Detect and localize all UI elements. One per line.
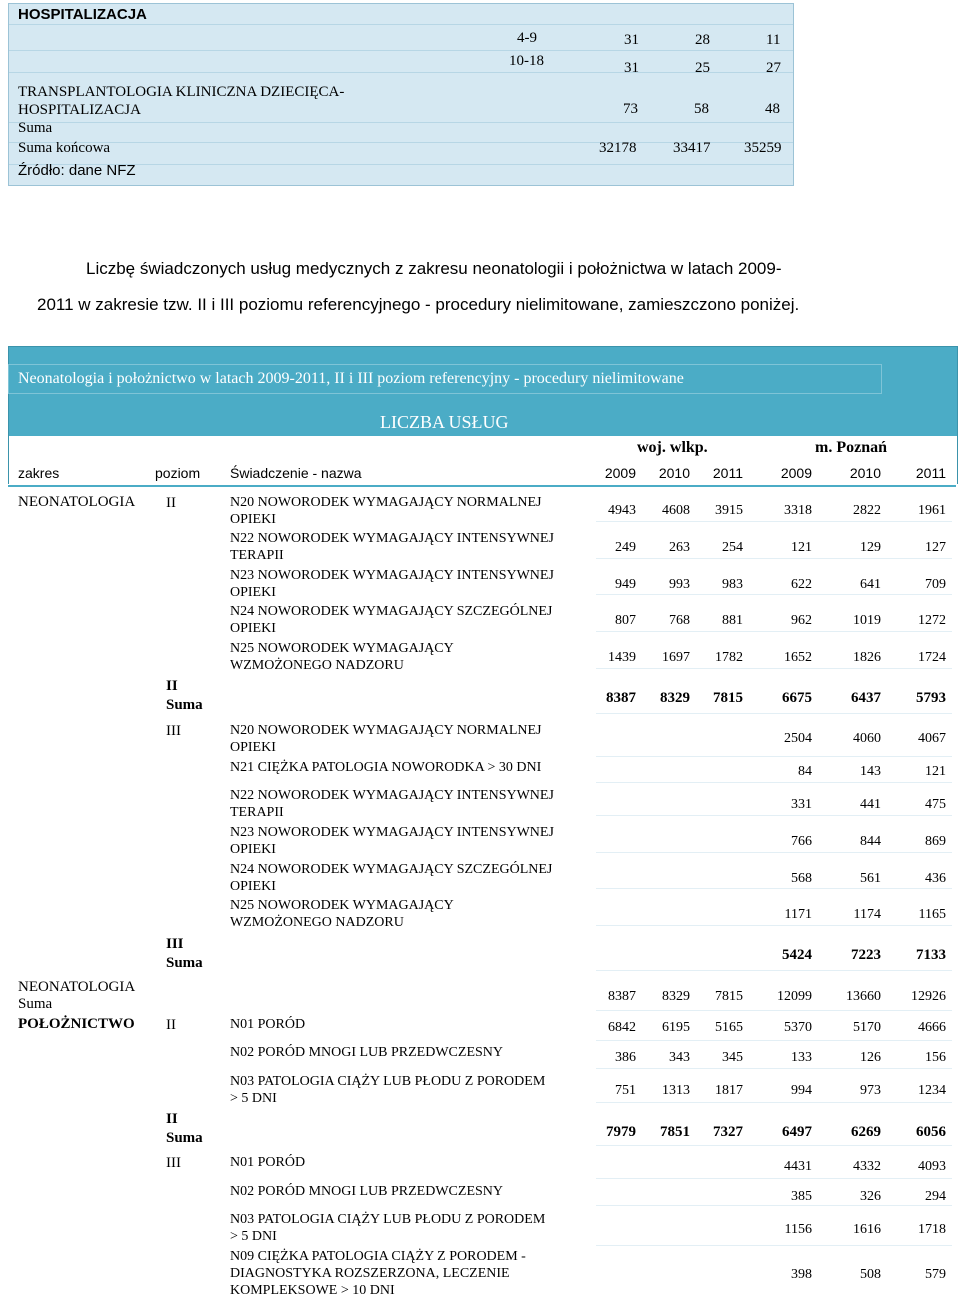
row-value: 1439 <box>608 650 636 665</box>
row-separator <box>596 782 952 783</box>
row-value: 6056 <box>916 1124 946 1140</box>
row-value: 8387 <box>608 989 636 1004</box>
row-value: 768 <box>669 613 690 628</box>
row-separator <box>596 558 952 559</box>
row-value: 1272 <box>918 613 946 628</box>
row-service-name: N25 NOWORODEK WYMAGAJĄCY WZMOŻONEGO NADZORU <box>230 641 454 673</box>
top-age: 10-18 <box>509 53 544 69</box>
region-header-poznan: m. Poznań <box>815 439 887 456</box>
row-value: 6269 <box>851 1124 881 1140</box>
top-value: 58 <box>694 101 709 117</box>
row-value: 7327 <box>713 1124 743 1140</box>
column-header: poziom <box>155 465 201 481</box>
column-header-year: 2010 <box>658 465 690 481</box>
top-value: 73 <box>623 101 638 117</box>
top-value: 28 <box>695 32 710 48</box>
source-note: Źródło: dane NFZ <box>18 162 136 179</box>
row-separator <box>596 521 952 522</box>
row-value: 8387 <box>606 690 636 706</box>
row-value: 6195 <box>662 1020 690 1035</box>
row-value: 436 <box>925 871 946 886</box>
liczba-uslug-heading: LICZBA USŁUG <box>380 412 509 432</box>
row-value: 12926 <box>911 989 946 1004</box>
row-value: 143 <box>860 764 881 779</box>
row-value: 1165 <box>918 907 946 922</box>
row-value: 622 <box>791 577 812 592</box>
row-value: 343 <box>669 1050 690 1065</box>
row-value: 766 <box>791 834 812 849</box>
row-value: 8329 <box>662 989 690 1004</box>
column-header: zakres <box>18 465 60 481</box>
row-value: 12099 <box>777 989 812 1004</box>
row-value: 127 <box>925 540 946 555</box>
row-value: 7133 <box>916 947 946 963</box>
row-value: 249 <box>615 540 636 555</box>
row-value: 1234 <box>918 1083 946 1098</box>
row-value: 1826 <box>853 650 881 665</box>
row-value: 5170 <box>853 1020 881 1035</box>
row-value: 1171 <box>784 907 812 922</box>
row-value: 1174 <box>853 907 881 922</box>
row-value: 126 <box>860 1050 881 1065</box>
row-service-name: N03 PATOLOGIA CIĄŻY LUB PŁODU Z PORODEM > 5 DNI <box>230 1074 546 1106</box>
column-header-year: 2009 <box>780 465 812 481</box>
row-value: 7815 <box>713 690 743 706</box>
row-value: 133 <box>791 1050 812 1065</box>
row-service-name: N21 CIĘŻKA PATOLOGIA NOWORODKA > 30 DNI <box>230 760 542 775</box>
row-separator <box>596 668 952 669</box>
row-separator <box>596 756 952 757</box>
row-value: 475 <box>925 797 946 812</box>
column-header-year: 2009 <box>604 465 636 481</box>
row-service-name: N02 PORÓD MNOGI LUB PRZEDWCZESNY <box>230 1184 504 1199</box>
row-value: 8329 <box>660 690 690 706</box>
top-value: 31 <box>624 32 639 48</box>
row-poziom: II <box>166 495 176 511</box>
row-service-name: N23 NOWORODEK WYMAGAJĄCY INTENSYWNEJ OPIEKI <box>230 825 554 857</box>
region-header-woj: woj. wlkp. <box>637 439 708 456</box>
row-value: 4332 <box>853 1159 881 1174</box>
row-separator <box>596 713 952 714</box>
row-value: 345 <box>722 1050 743 1065</box>
paragraph-line: 2011 w zakresie tzw. II i III poziomu referencyjnego - procedury nielimitowane, zamieszczono poniżej. <box>37 295 800 314</box>
row-value: 331 <box>791 797 812 812</box>
row-value: 561 <box>860 871 881 886</box>
row-value: 121 <box>925 764 946 779</box>
row-separator <box>596 1205 952 1206</box>
row-value: 1817 <box>715 1083 743 1098</box>
row-value: 1782 <box>715 650 743 665</box>
row-value: 7979 <box>606 1124 636 1140</box>
top-value: 31 <box>624 60 639 76</box>
row-value: 1961 <box>918 503 946 518</box>
row-service-name: N09 CIĘŻKA PATOLOGIA CIĄŻY Z PORODEM - DIAGNOSTYKA ROZSZERZONA, LECZENIE KOMPLEKSOWE > 10 DNI <box>230 1249 526 1298</box>
row-value: 4067 <box>918 731 946 746</box>
row-value: 1156 <box>784 1222 812 1237</box>
row-service-name: N22 NOWORODEK WYMAGAJĄCY INTENSYWNEJ TERAPII <box>230 531 554 563</box>
row-value: 1724 <box>918 650 946 665</box>
row-value: 709 <box>925 577 946 592</box>
row-value: 5165 <box>715 1020 743 1035</box>
top-value: 27 <box>766 60 781 76</box>
row-zakres: NEONATOLOGIA <box>18 494 136 510</box>
row-value: 508 <box>860 1267 881 1282</box>
row-value: 1718 <box>918 1222 946 1237</box>
row-value: 983 <box>722 577 743 592</box>
row-separator <box>596 1245 952 1246</box>
column-header-year: 2011 <box>915 465 946 481</box>
row-poziom: III <box>166 723 181 739</box>
row-value: 4060 <box>853 731 881 746</box>
row-value: 6437 <box>851 690 881 706</box>
row-separator <box>596 1145 952 1146</box>
row-value: 4943 <box>608 503 636 518</box>
row-separator <box>596 888 952 889</box>
top-value: 48 <box>765 101 780 117</box>
row-poziom: III <box>166 1155 181 1171</box>
top-value: 25 <box>695 60 710 76</box>
row-service-name: N20 NOWORODEK WYMAGAJĄCY NORMALNEJ OPIEKI <box>230 495 542 527</box>
row-value: 949 <box>615 577 636 592</box>
row-separator <box>596 631 952 632</box>
row-value: 973 <box>860 1083 881 1098</box>
row-value: 751 <box>615 1083 636 1098</box>
row-service-name: N03 PATOLOGIA CIĄŻY LUB PŁODU Z PORODEM > 5 DNI <box>230 1212 546 1244</box>
row-separator <box>596 1068 952 1069</box>
row-service-name: N24 NOWORODEK WYMAGAJĄCY SZCZEGÓLNEJ OPIEKI <box>230 862 553 894</box>
column-header-year: 2010 <box>849 465 881 481</box>
row-value: 441 <box>860 797 881 812</box>
top-age: 4-9 <box>517 30 537 46</box>
row-value: 6842 <box>608 1020 636 1035</box>
row-service-name: N24 NOWORODEK WYMAGAJĄCY SZCZEGÓLNEJ OPIEKI <box>230 604 553 636</box>
row-value: 263 <box>669 540 690 555</box>
top-value: 33417 <box>673 140 711 156</box>
row-value: 568 <box>791 871 812 886</box>
row-value: 2822 <box>853 503 881 518</box>
row-value: 1019 <box>853 613 881 628</box>
row-value: 398 <box>791 1267 812 1282</box>
row-poziom: II Suma <box>166 1111 203 1146</box>
paragraph-line: Liczbę świadczonych usług medycznych z zakresu neonatologii i położnictwa w latach 2009- <box>86 259 782 278</box>
row-value: 4093 <box>918 1159 946 1174</box>
top-row-label: TRANSPLANTOLOGIA KLINICZNA DZIECIĘCA- HOSPITALIZACJA <box>18 84 345 118</box>
row-service-name: N01 PORÓD <box>230 1017 306 1032</box>
row-service-name: N20 NOWORODEK WYMAGAJĄCY NORMALNEJ OPIEKI <box>230 723 542 755</box>
row-value: 254 <box>722 540 743 555</box>
top-row-label: Suma końcowa <box>18 140 111 156</box>
row-value: 579 <box>925 1267 946 1282</box>
row-separator <box>596 1102 952 1103</box>
top-value: 32178 <box>599 140 637 156</box>
row-value: 881 <box>722 613 743 628</box>
row-value: 1652 <box>784 650 812 665</box>
row-value: 13660 <box>846 989 881 1004</box>
row-separator <box>596 1178 952 1179</box>
row-value: 5793 <box>916 690 946 706</box>
row-value: 326 <box>860 1189 881 1204</box>
header-rule <box>8 485 956 487</box>
row-value: 84 <box>798 764 812 779</box>
row-value: 7815 <box>715 989 743 1004</box>
row-separator <box>596 815 952 816</box>
row-value: 869 <box>925 834 946 849</box>
row-separator <box>596 594 952 595</box>
row-value: 962 <box>791 613 812 628</box>
column-header-year: 2011 <box>712 465 743 481</box>
row-value: 5424 <box>782 947 812 963</box>
row-value: 7223 <box>851 947 881 963</box>
row-value: 294 <box>925 1189 946 1204</box>
row-service-name: N02 PORÓD MNOGI LUB PRZEDWCZESNY <box>230 1045 504 1060</box>
row-value: 5370 <box>784 1020 812 1035</box>
row-value: 129 <box>860 540 881 555</box>
top-row-label: Suma <box>18 120 53 136</box>
row-value: 994 <box>791 1083 812 1098</box>
row-value: 156 <box>925 1050 946 1065</box>
row-value: 2504 <box>784 731 812 746</box>
row-value: 4666 <box>918 1020 946 1035</box>
row-separator <box>596 970 952 971</box>
row-poziom: II <box>166 1017 176 1033</box>
row-value: 386 <box>615 1050 636 1065</box>
row-value: 1313 <box>662 1083 690 1098</box>
row-value: 121 <box>791 540 812 555</box>
row-value: 4431 <box>784 1159 812 1174</box>
row-value: 6675 <box>782 690 812 706</box>
row-service-name: N01 PORÓD <box>230 1155 306 1170</box>
row-separator <box>596 852 952 853</box>
row-value: 1616 <box>853 1222 881 1237</box>
row-service-name: N22 NOWORODEK WYMAGAJĄCY INTENSYWNEJ TERAPII <box>230 788 554 820</box>
row-separator <box>596 1010 952 1011</box>
row-value: 4608 <box>662 503 690 518</box>
row-value: 844 <box>860 834 881 849</box>
row-value: 993 <box>669 577 690 592</box>
row-zakres: NEONATOLOGIA Suma <box>18 979 136 1012</box>
row-value: 1697 <box>662 650 690 665</box>
row-separator <box>596 925 952 926</box>
top-value: 35259 <box>744 140 782 156</box>
row-service-name: N25 NOWORODEK WYMAGAJĄCY WZMOŻONEGO NADZORU <box>230 898 454 930</box>
row-value: 385 <box>791 1189 812 1204</box>
row-value: 3915 <box>715 503 743 518</box>
row-zakres: POŁOŻNICTWO <box>18 1016 135 1032</box>
row-value: 7851 <box>660 1124 690 1140</box>
row-separator <box>596 1040 952 1041</box>
row-value: 641 <box>860 577 881 592</box>
top-row-label: HOSPITALIZACJA <box>18 6 147 23</box>
row-poziom: II Suma <box>166 678 203 713</box>
table-title: Neonatologia i położnictwo w latach 2009-2011, II i III poziom referencyjny - procedury nielimitowane <box>18 370 684 387</box>
row-service-name: N23 NOWORODEK WYMAGAJĄCY INTENSYWNEJ OPIEKI <box>230 568 554 600</box>
row-value: 3318 <box>784 503 812 518</box>
row-value: 6497 <box>782 1124 812 1140</box>
row-poziom: III Suma <box>166 936 203 971</box>
top-value: 11 <box>766 32 781 48</box>
row-value: 807 <box>615 613 636 628</box>
column-header: Świadczenie - nazwa <box>230 465 362 481</box>
